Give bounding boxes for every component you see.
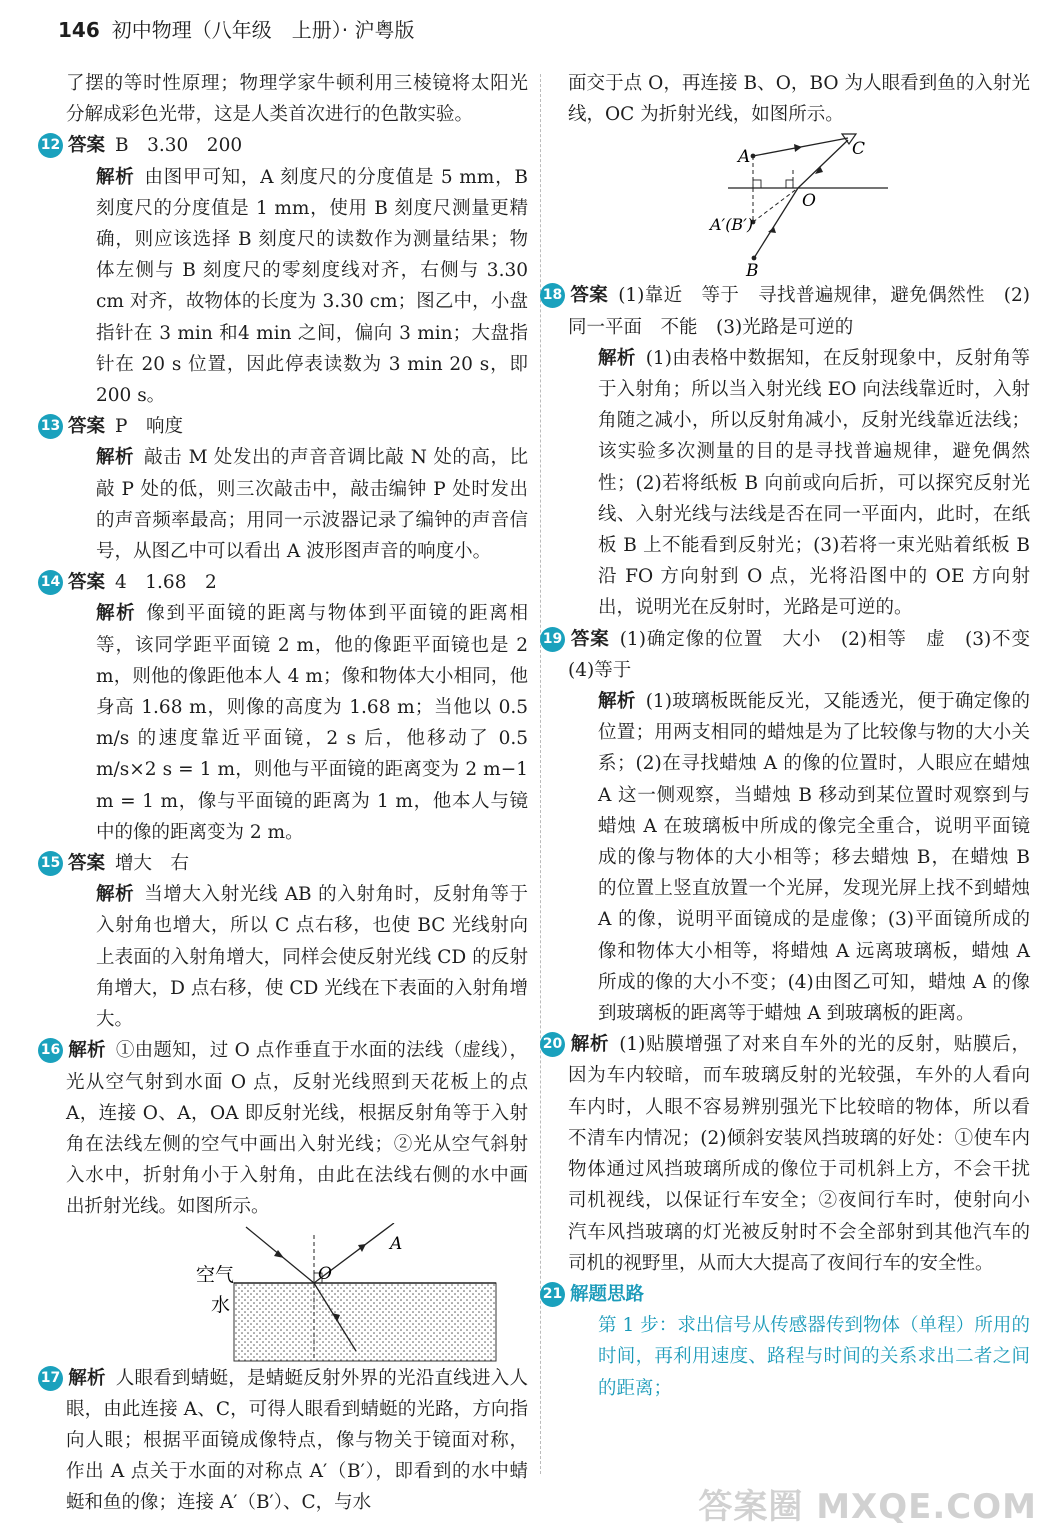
explain-tag: 解析 — [570, 1034, 610, 1056]
q19-answer-text: (1)确定像的位置 大小 (2)相等 虚 (3)不变 (4)等于 — [568, 628, 1049, 681]
watermark: 答案圈 MXQE.COM — [698, 1487, 1037, 1527]
q17-continued: 面交于点 O，再连接 B、O，BO 为人眼看到鱼的入射光线，OC 为折射光线，如图所示。 — [568, 73, 1030, 126]
q13-answer-text: P 响度 — [115, 416, 183, 438]
q17-number: 17 — [38, 1366, 63, 1391]
q20-explanation: 20 解析 (1)贴膜增强了对来自车外的光的反射，贴膜后，因为车内较暗，而车玻璃反射的光较强，车外的人看向车内时，人眼不容易辨别强光下比较暗的物体，所以看不清车内情况；(2)倾斜安装风挡玻璃的好处：①使车内物体通过风挡玻璃所成的像位于司机斜上方，不会干扰司机视线，以保证行车安全；②夜间行车时，使射向小汽车风挡玻璃的灯光被反射时不会全部射到其他汽车的司机的视野里，从而大大提高了夜间行车的安全性。 — [568, 1029, 1030, 1279]
explain-tag: 解析 — [96, 166, 135, 188]
q14-answer-text: 4 1.68 2 — [115, 572, 217, 594]
air-label: 空气 — [196, 1263, 235, 1286]
point-a — [751, 154, 756, 159]
q13-answer — [40, 411, 528, 442]
label-b: B — [746, 261, 759, 281]
q18-explanation: 解析 (1)由表格中数据知，在反射现象中，反射角等于入射角；所以当入射光线 EO 向法线靠近时，入射角随之减小，所以反射角减小，反射光线靠近法线；该实验多次测量的目的是寻找普遍规律，避免偶然性；(2)若将纸板 B 向前或向后折，可以探究反射光线、入射光线与法线是否在同一平面内，此时，在纸板 B 上不能看到反射光；(3)若将一束光贴着纸板 B 沿 FO 方向射到 O 点，光将沿图中的 OE 方向射出，说明光在反射时，光路是可逆的。 — [598, 347, 1030, 619]
q21-number: 21 — [540, 1282, 565, 1307]
q14-explanation: 解析 像到平面镜的距离与物体到平面镜的距离相等，该同学距平面镜 2 m，他的像距平面镜也是 2 m，则他的像距他本人 4 m；像和物体大小相同，他身高 1.68 m，则像的高度为 1.68 m；当他以 0.5 m/s 的速度靠近平面镜，2 s 后，他移动了 0.5 m/s×2 s = 1 m，则他与平面镜的距离变为 2 m−1 m = 1 m，像与平面镜的距离为 1 m，他本人与镜中的像的距离变为 2 m。 — [96, 603, 528, 843]
explain-tag: 解析 — [96, 603, 137, 625]
explain-tag: 解析 — [68, 1040, 106, 1062]
q14-answer — [40, 567, 528, 598]
q16-refraction-figure — [66, 1223, 528, 1363]
q14-number: 14 — [38, 570, 63, 595]
label-a-prime: A′(B′) — [710, 215, 754, 235]
solution-idea-tag: 解题思路 — [570, 1283, 645, 1305]
reflection-refraction-diagram — [568, 130, 1030, 280]
q21-step-1: 第 1 步：求出信号从传感器传到物体（单程）所用的时间，再利用速度、路程与时间的关系求出二者之间的距离； — [598, 1315, 1030, 1399]
answer-tag: 答案 — [68, 416, 106, 438]
explain-tag: 解析 — [598, 347, 636, 369]
answer-tag: 答案 — [68, 853, 106, 875]
q16-explanation: 16 解析 ①由题知，过 O 点作垂直于水面的法线（虚线），光从空气射到水面 O 点，反射光线照到天花板上的点 A，连接 O、A，OA 即反射光线，根据反射角等于入射角在法线左侧的空气中画出入射光线；②光从空气斜射入水中，折射角小于入射角，由此在法线右侧的水中画出折射光线。如图所示。 — [66, 1035, 528, 1222]
q19-answer — [542, 624, 1049, 686]
q12-answer — [40, 130, 528, 161]
continued-text: 了摆的等时性原理；物理学家牛顿利用三棱镜将太阳光分解成彩色光带，这是人类首次进行的色散实验。 — [66, 73, 528, 126]
q19-number: 19 — [540, 627, 565, 652]
q19-explanation: 解析 (1)玻璃板既能反光，又能透光，便于确定像的位置；用两支相同的蜡烛是为了比较像与物的大小关系；(2)在寻找蜡烛 A 的像的位置时，人眼应在蜡烛 A 这一侧观察，当蜡烛 B 移动到某位置时观察到与蜡烛 A 在玻璃板中所成的像完全重合，说明平面镜成的像与物体的大小相等；移去蜡烛 B，在蜡烛 B 的位置上竖直放置一个光屏，发现光屏上找不到蜡烛 A 的像，说明平面镜成的是虚像；(3)平面镜所成的像和物体大小相等，将蜡烛 A 远离玻璃板，蜡烛 A 所成的像的大小不变；(4)由图乙可知，蜡烛 A 的像到玻璃板的距离等于蜡烛 A 到玻璃板的距离。 — [598, 691, 1030, 1025]
book-title: 初中物理（八年级 上册）· 沪粤版 — [111, 18, 415, 42]
q17-explanation: 17 解析 人眼看到蜻蜓，是蜻蜓反射外界的光沿直线进入人眼，由此连接 A、C，可得人眼看到蜻蜓的光路，方向指向人眼；根据平面镜成像特点，像与物关于镜面对称，作出 A 点关于水面的对称点 A′（B′），即看到的水中蜻蜓和鱼的像；连接 A′（B′）、C，与水 — [66, 1363, 528, 1519]
q17-figure — [568, 130, 1030, 280]
q12-number: 12 — [38, 133, 63, 158]
page-header — [58, 14, 414, 43]
reflected-arrow — [358, 1244, 366, 1252]
column-divider — [540, 74, 541, 1474]
page-number: 146 — [58, 18, 100, 42]
q12-answer-text: B 3.30 200 — [115, 135, 243, 157]
q12-explanation: 解析 由图甲可知，A 刻度尺的分度值是 5 mm，B 刻度尺的分度值是 1 mm，使用 B 刻度尺测量更精确，则应该选择 B 刻度尺的读数作为测量结果；物体左侧与 B 刻度尺的零刻度线对齐，右侧与 3.30 cm 对齐，故物体的长度为 3.30 cm；图乙中，小盘指针在 3 min 和4 min 之间，偏向 3 min；大盘指针在 20 s 位置，因此停表读数为 3 min 20 s，即 200 s。 — [96, 166, 528, 407]
left-column — [40, 68, 528, 1519]
q18-number: 18 — [540, 283, 565, 308]
q15-answer-text: 增大 右 — [115, 853, 190, 875]
answer-tag: 答案 — [570, 285, 609, 307]
point-b — [752, 256, 757, 261]
explain-tag: 解析 — [598, 691, 636, 713]
label-o: O — [802, 191, 816, 212]
right-column — [542, 68, 1049, 1404]
answer-tag: 答案 — [68, 572, 106, 594]
refracted-ray-oc — [798, 140, 848, 188]
label-a: A — [738, 147, 751, 168]
explain-tag: 解析 — [96, 884, 135, 906]
q15-number: 15 — [38, 851, 63, 876]
point-o-label: O — [318, 1263, 332, 1284]
q13-explanation: 解析 敲击 M 处发出的声音音调比敲 N 处的高，比敲 P 处的低，则三次敲击中，敲击编钟 P 处时发出的声音频率最高；用同一示波器记录了编钟的声音信号，从图乙中可以看出 A 波形图声音的响度小。 — [96, 447, 528, 563]
q18-answer-text: (1)靠近 等于 寻找普遍规律，避免偶然性 (2)同一平面 不能 (3)光路是可逆的 — [568, 285, 1030, 338]
q18-answer — [542, 280, 1030, 342]
answer-tag: 答案 — [570, 628, 610, 650]
water-region — [234, 1283, 496, 1361]
answer-tag: 答案 — [68, 135, 106, 157]
point-a-label: A — [390, 1233, 403, 1254]
q16-number: 16 — [38, 1038, 63, 1063]
explain-tag: 解析 — [68, 1367, 106, 1389]
explain-tag: 解析 — [96, 447, 135, 469]
incident-ray-bo — [754, 188, 798, 258]
q15-answer — [40, 848, 528, 879]
q15-explanation: 解析 当增大入射光线 AB 的入射角时，反射角等于入射角也增大，所以 C 点右移，也使 BC 光线射向上表面的入射角增大，同样会使反射光线 CD 的反射角增大，D 点右移，使 CD 光线在下表面的入射角增大。 — [96, 884, 528, 1031]
label-c: C — [852, 139, 866, 160]
water-label: 水 — [211, 1293, 231, 1316]
q21-heading — [542, 1279, 1030, 1310]
virtual-ray — [753, 188, 798, 222]
refraction-diagram — [66, 1223, 528, 1363]
q13-number: 13 — [38, 414, 63, 439]
q20-number: 20 — [540, 1032, 565, 1057]
